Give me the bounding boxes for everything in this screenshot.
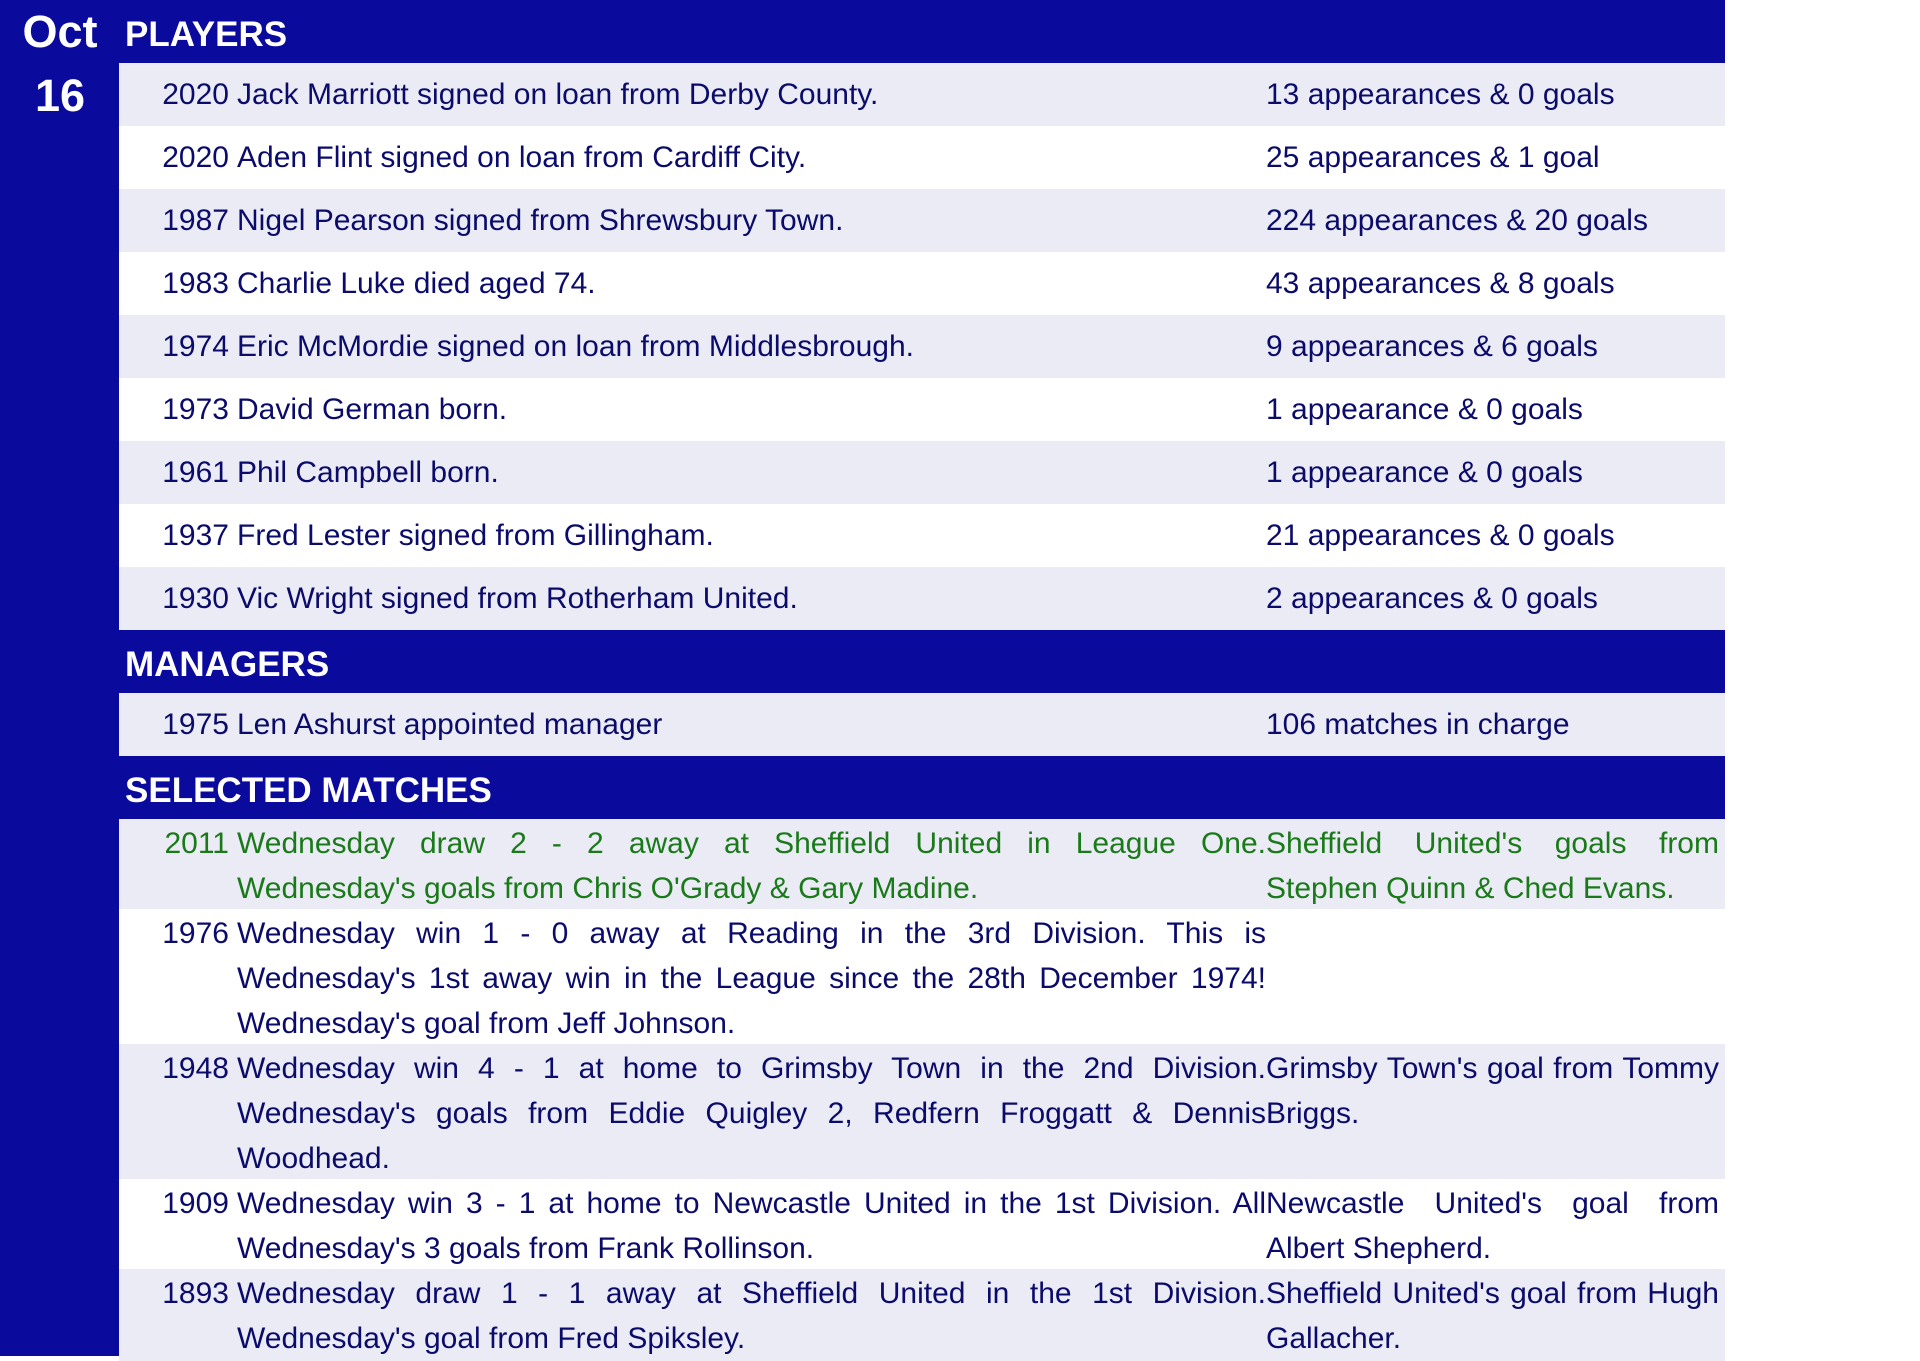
row-description: David German born.: [237, 393, 508, 426]
date-column: [0, 0, 120, 128]
row-stat: [1266, 911, 1725, 1044]
row-stat: 9 appearances & 6 goals: [1266, 330, 1598, 363]
manager-row: [119, 693, 1725, 756]
row-year: 1893: [162, 1277, 229, 1310]
managers-heading: MANAGERS: [119, 630, 1725, 693]
row-year: 1973: [162, 393, 229, 426]
content-area: [119, 0, 1725, 1361]
date-month: Oct: [22, 6, 98, 57]
row-year: 2020: [162, 141, 229, 174]
players-list: [119, 63, 1725, 630]
row-description: Wednesday draw 2 - 2 away at Sheffield United in League One. Wednesday's goals from Chris O'Grady & Gary Madine.: [237, 827, 1266, 905]
player-row: [119, 504, 1725, 567]
players-heading: PLAYERS: [119, 0, 1725, 63]
row-description: Wednesday win 1 - 0 away at Reading in the 3rd Division. This is Wednesday's 1st away win in the League since the 28th December 1974! Wednesday's goal from Jeff Johnson.: [237, 917, 1266, 1040]
row-year: 1948: [162, 1052, 229, 1085]
match-row-highlighted: [119, 819, 1725, 909]
row-description: Jack Marriott signed on loan from Derby County.: [237, 78, 879, 111]
row-description: Wednesday draw 1 - 1 away at Sheffield United in the 1st Division. Wednesday's goal from Fred Spiksley.: [237, 1277, 1266, 1355]
row-year: 1987: [162, 204, 229, 237]
row-description: Fred Lester signed from Gillingham.: [237, 519, 714, 552]
date-day: 16: [34, 70, 86, 121]
player-row: [119, 315, 1725, 378]
row-description: Wednesday win 4 - 1 at home to Grimsby Town in the 2nd Division. Wednesday's goals from Eddie Quigley 2, Redfern Froggatt & Dennis Woodhead.: [237, 1052, 1266, 1175]
match-row: [119, 1269, 1725, 1361]
row-stat: Sheffield United's goals from Stephen Quinn & Ched Evans.: [1266, 827, 1719, 905]
player-row: [119, 567, 1725, 630]
player-row: [119, 252, 1725, 315]
row-stat: Grimsby Town's goal from Tommy Briggs.: [1266, 1052, 1719, 1130]
row-stat: 21 appearances & 0 goals: [1266, 519, 1615, 552]
row-description: Len Ashurst appointed manager: [237, 708, 663, 741]
player-row: [119, 378, 1725, 441]
row-description: Wednesday win 3 - 1 at home to Newcastle United in the 1st Division. All Wednesday's 3 goals from Frank Rollinson.: [237, 1187, 1266, 1265]
row-year: 1909: [162, 1187, 229, 1220]
row-year: 1975: [162, 708, 229, 741]
row-stat: 1 appearance & 0 goals: [1266, 456, 1583, 489]
row-stat: 13 appearances & 0 goals: [1266, 78, 1615, 111]
row-year: 1974: [162, 330, 229, 363]
row-stat: 1 appearance & 0 goals: [1266, 393, 1583, 426]
row-stat: 2 appearances & 0 goals: [1266, 582, 1598, 615]
row-description: Nigel Pearson signed from Shrewsbury Town.: [237, 204, 844, 237]
row-description: Vic Wright signed from Rotherham United.: [237, 582, 798, 615]
row-year: 1930: [162, 582, 229, 615]
player-row: [119, 189, 1725, 252]
player-row: [119, 441, 1725, 504]
row-description: Eric McMordie signed on loan from Middlesbrough.: [237, 330, 914, 363]
row-description: Charlie Luke died aged 74.: [237, 267, 596, 300]
match-row: [119, 1044, 1725, 1179]
row-stat: 43 appearances & 8 goals: [1266, 267, 1615, 300]
row-stat: Sheffield United's goal from Hugh Gallacher.: [1266, 1277, 1719, 1355]
player-row: [119, 126, 1725, 189]
row-year: 1976: [162, 917, 229, 950]
player-row: [119, 63, 1725, 126]
matches-list: [119, 819, 1725, 1361]
row-stat: 25 appearances & 1 goal: [1266, 141, 1600, 174]
row-stat: 224 appearances & 20 goals: [1266, 204, 1648, 237]
row-year: 1983: [162, 267, 229, 300]
row-description: Aden Flint signed on loan from Cardiff City.: [237, 141, 807, 174]
managers-list: [119, 693, 1725, 756]
match-row: [119, 909, 1725, 1044]
row-year: 1937: [162, 519, 229, 552]
row-year: 2011: [164, 827, 229, 860]
row-year: 1961: [162, 456, 229, 489]
row-description: Phil Campbell born.: [237, 456, 499, 489]
row-year: 2020: [162, 78, 229, 111]
match-row: [119, 1179, 1725, 1269]
row-stat: 106 matches in charge: [1266, 708, 1570, 741]
row-stat: Newcastle United's goal from Albert Shepherd.: [1266, 1187, 1719, 1265]
matches-heading: SELECTED MATCHES: [119, 756, 1725, 819]
